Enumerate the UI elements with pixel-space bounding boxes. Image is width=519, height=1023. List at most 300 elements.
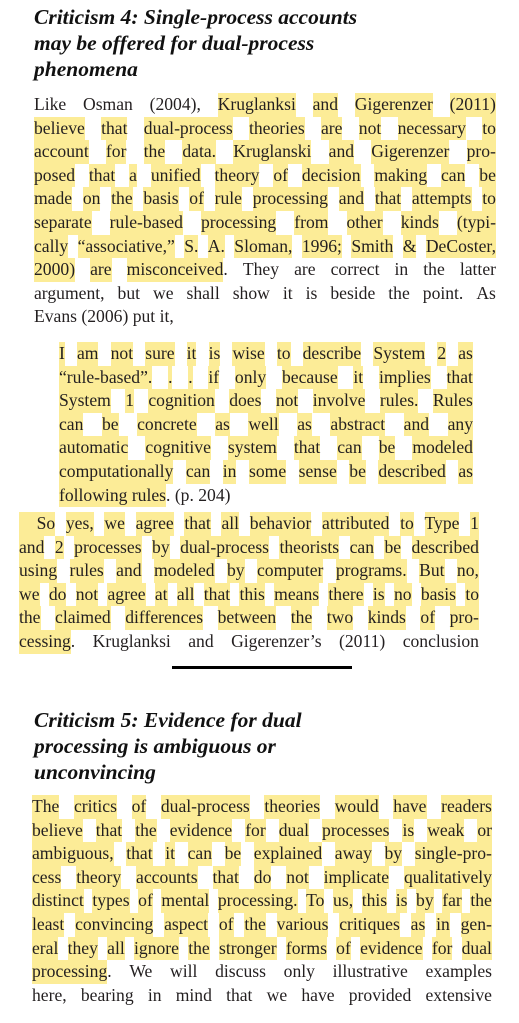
text-run: Gigerenzer’s xyxy=(231,631,322,651)
text-run: and xyxy=(188,631,214,651)
highlighted-text: to xyxy=(465,583,479,607)
highlighted-text: weak xyxy=(427,819,464,843)
highlighted-text: involve xyxy=(313,389,366,413)
highlighted-text: because xyxy=(282,366,338,390)
text-run: Evans (2006) put it, xyxy=(34,306,174,327)
highlighted-text: mental xyxy=(161,889,209,913)
highlighted-text: theory xyxy=(215,164,260,188)
highlighted-text: cognition xyxy=(148,389,214,413)
highlighted-text: processing xyxy=(32,960,107,984)
text-line xyxy=(34,258,496,282)
highlighted-text: described xyxy=(378,460,445,484)
highlighted-text: using xyxy=(19,559,57,583)
text-run: . xyxy=(223,259,228,280)
text-run: only xyxy=(283,961,315,982)
highlighted-text: it xyxy=(187,342,197,366)
highlighted-text: by xyxy=(385,842,403,866)
highlighted-text: To xyxy=(306,889,324,913)
text-run: that xyxy=(226,984,253,1005)
highlighted-text: not xyxy=(359,117,381,141)
text-run: conclusion xyxy=(402,631,479,651)
text-line xyxy=(34,93,496,117)
highlighted-text: that xyxy=(204,583,230,607)
heading-line: Criticism 5: Evidence for dual xyxy=(34,708,302,732)
highlighted-text: critics xyxy=(74,795,117,819)
highlighted-text: the xyxy=(188,937,210,961)
highlighted-text: . xyxy=(188,366,192,390)
highlighted-text: automatic xyxy=(59,436,128,460)
highlighted-text: as xyxy=(458,342,473,366)
highlighted-text: does xyxy=(229,389,261,413)
section-divider-rule xyxy=(172,666,352,669)
text-run: mind xyxy=(175,984,212,1005)
highlighted-text: the xyxy=(111,187,133,211)
highlighted-text: means xyxy=(274,583,319,607)
highlighted-text: between xyxy=(218,606,277,630)
highlighted-text: Gigerenzer xyxy=(371,140,449,164)
highlighted-text: as xyxy=(411,913,426,937)
highlighted-text: types xyxy=(92,889,129,913)
text-line xyxy=(32,984,492,1008)
highlighted-text: this xyxy=(239,583,264,607)
highlighted-text: well xyxy=(248,413,278,437)
highlighted-text: . xyxy=(168,366,172,390)
highlighted-text: critiques xyxy=(339,913,400,937)
highlighted-text: they xyxy=(68,937,98,961)
highlighted-text: theories xyxy=(249,117,305,141)
highlighted-text: programs. xyxy=(336,559,407,583)
highlighted-text: from xyxy=(294,211,328,235)
text-run: (2004), xyxy=(149,94,201,114)
highlighted-text: not xyxy=(111,342,133,366)
highlighted-text: cally xyxy=(34,235,68,259)
highlighted-text: ignore xyxy=(134,937,179,961)
text-line xyxy=(59,460,473,484)
highlighted-text: modeled xyxy=(412,436,473,460)
highlighted-text: system xyxy=(228,436,277,460)
text-run: will xyxy=(170,961,198,982)
highlighted-text: theory xyxy=(76,866,121,890)
highlighted-text: theorists xyxy=(279,536,339,560)
highlighted-text: dual-process xyxy=(161,795,250,819)
highlighted-text: stronger xyxy=(219,937,277,961)
text-run: is xyxy=(305,282,318,303)
highlighted-text: separate xyxy=(34,211,92,235)
highlighted-text: we xyxy=(19,583,40,607)
text-run: in xyxy=(394,259,409,280)
highlighted-text: is xyxy=(402,819,414,843)
highlighted-text: kinds xyxy=(401,211,439,235)
highlighted-text: that xyxy=(213,866,239,890)
highlighted-text: this xyxy=(362,889,387,913)
highlighted-text: single-pro- xyxy=(415,842,492,866)
highlighted-text: be xyxy=(225,842,242,866)
highlighted-text: that xyxy=(89,164,115,188)
highlighted-text: pro- xyxy=(450,606,479,630)
highlighted-text: account xyxy=(34,140,89,164)
text-run: it xyxy=(282,282,293,303)
highlighted-text: of xyxy=(132,795,147,819)
text-line xyxy=(32,819,492,843)
highlighted-text: and xyxy=(116,559,141,583)
highlighted-text: implies xyxy=(379,366,431,390)
text-line xyxy=(34,117,496,141)
highlighted-text: and xyxy=(313,93,338,117)
highlighted-text: evidence xyxy=(170,819,233,843)
highlighted-text: “rule-based” xyxy=(59,366,148,390)
highlighted-text: that xyxy=(184,512,210,536)
highlighted-text: eral xyxy=(32,937,58,961)
highlighted-text: agree xyxy=(136,512,174,536)
highlighted-text: aspect xyxy=(164,913,208,937)
highlighted-text: gen- xyxy=(461,913,492,937)
highlighted-text: making xyxy=(374,164,427,188)
highlighted-text: evidence xyxy=(360,937,423,961)
text-line xyxy=(32,842,492,866)
highlighted-text: the xyxy=(144,140,166,164)
highlighted-text: for xyxy=(432,937,453,961)
highlighted-text: kinds xyxy=(368,606,406,630)
highlighted-text: Type xyxy=(425,512,460,536)
highlighted-text: Kruglanski xyxy=(233,140,311,164)
highlighted-text: it xyxy=(165,842,175,866)
highlighted-text: abstract xyxy=(330,413,385,437)
highlighted-text: as xyxy=(297,413,312,437)
text-run: discuss xyxy=(215,961,266,982)
highlighted-text: & xyxy=(403,235,417,259)
highlighted-text: attempts xyxy=(412,187,472,211)
highlighted-text: Kruglanksi xyxy=(218,93,296,117)
highlighted-text: all xyxy=(177,583,195,607)
text-line xyxy=(34,305,496,329)
text-line xyxy=(19,606,479,630)
text-line xyxy=(19,536,479,560)
text-run: show xyxy=(232,282,270,303)
highlighted-text: But xyxy=(419,559,444,583)
highlighted-text: the xyxy=(19,606,41,630)
highlighted-text: are xyxy=(321,117,342,141)
text-run: beside xyxy=(330,282,376,303)
text-run xyxy=(59,366,152,390)
text-line xyxy=(34,235,496,259)
highlighted-text: that xyxy=(96,819,122,843)
highlighted-text: The xyxy=(32,795,59,819)
highlighted-text: 2000) xyxy=(34,258,75,282)
highlighted-text: rules. xyxy=(380,389,419,413)
highlighted-text: for xyxy=(106,140,127,164)
text-run: are xyxy=(294,259,316,280)
text-line xyxy=(59,389,473,413)
highlighted-text: of xyxy=(420,606,435,630)
highlighted-text: theories xyxy=(264,795,320,819)
highlighted-text: and xyxy=(404,413,429,437)
highlighted-text: not xyxy=(286,866,308,890)
highlighted-text: be xyxy=(349,460,366,484)
highlighted-text: can xyxy=(441,164,465,188)
highlighted-text: cessing xyxy=(19,630,71,654)
highlighted-text: all xyxy=(107,937,125,961)
highlighted-text: processing xyxy=(201,211,276,235)
highlighted-text: of xyxy=(219,913,234,937)
highlighted-text: various xyxy=(277,913,329,937)
highlighted-text: away xyxy=(335,842,372,866)
text-run xyxy=(188,366,192,390)
heading-line: processing is ambiguous or xyxy=(34,734,276,758)
text-run xyxy=(32,960,112,984)
highlighted-text: to xyxy=(400,512,414,536)
text-run: we xyxy=(266,984,288,1005)
text-line xyxy=(19,630,479,654)
highlighted-text: and xyxy=(339,187,364,211)
text-run: have xyxy=(301,984,335,1005)
highlighted-text: rules xyxy=(70,559,104,583)
highlighted-text: can xyxy=(188,842,212,866)
highlighted-text: be xyxy=(479,164,496,188)
highlighted-text: concrete xyxy=(137,413,197,437)
text-run: bearing xyxy=(80,984,134,1005)
text-run: . xyxy=(70,631,76,651)
text-run xyxy=(168,366,172,390)
highlighted-text: have xyxy=(393,795,426,819)
highlighted-text: modeled xyxy=(154,559,215,583)
text-run: Osman xyxy=(83,94,133,114)
text-line xyxy=(32,913,492,937)
highlighted-text: processing xyxy=(253,187,328,211)
highlighted-text: not xyxy=(276,389,298,413)
heading-line: may be offered for dual-process xyxy=(34,31,315,55)
highlighted-text: distinct xyxy=(32,889,84,913)
highlighted-text: (2011) xyxy=(450,93,496,117)
highlighted-text: believe xyxy=(32,819,83,843)
text-run: . (p. 204) xyxy=(166,484,231,505)
highlighted-text: in xyxy=(436,913,450,937)
highlighted-text: processes xyxy=(322,819,389,843)
highlighted-text: made xyxy=(34,187,72,211)
text-run xyxy=(19,630,75,654)
highlighted-text: rule xyxy=(215,187,242,211)
highlighted-text: least xyxy=(32,913,64,937)
highlighted-text: not xyxy=(76,583,98,607)
text-run: the xyxy=(388,282,410,303)
highlighted-text: forms xyxy=(286,937,327,961)
highlighted-text: claimed xyxy=(55,606,111,630)
highlighted-text: dual-process xyxy=(144,117,233,141)
highlighted-text: basis xyxy=(143,187,178,211)
text-run: . xyxy=(107,961,112,982)
highlighted-text: sense xyxy=(299,460,337,484)
highlighted-text: sure xyxy=(145,342,174,366)
highlighted-text: by xyxy=(416,889,434,913)
highlighted-text: describe xyxy=(303,342,362,366)
highlighted-text: processes xyxy=(74,536,141,560)
highlighted-text: is xyxy=(209,342,221,366)
highlighted-text: convincing xyxy=(75,913,153,937)
highlighted-text: can xyxy=(59,413,83,437)
highlighted-text: the xyxy=(470,889,492,913)
section-4-heading xyxy=(34,4,357,82)
highlighted-text: decision xyxy=(302,164,361,188)
highlighted-text: can xyxy=(186,460,210,484)
highlighted-text: do xyxy=(254,866,272,890)
highlighted-text: by xyxy=(152,536,170,560)
highlighted-text: in xyxy=(223,460,237,484)
highlighted-text: two xyxy=(327,606,353,630)
highlighted-text: it xyxy=(353,366,363,390)
highlighted-text: are xyxy=(90,258,111,282)
heading-line: Criticism 4: Single-process accounts xyxy=(34,5,358,29)
highlighted-text: 1 xyxy=(125,389,134,413)
highlighted-text: the xyxy=(291,606,313,630)
text-run: provided xyxy=(348,984,412,1005)
highlighted-text: of xyxy=(336,937,351,961)
highlighted-text: differences xyxy=(125,606,203,630)
text-run: examples xyxy=(425,961,492,982)
text-run: here, xyxy=(32,984,67,1005)
highlighted-text: I xyxy=(59,342,65,366)
highlighted-text: am xyxy=(77,342,99,366)
text-run: As xyxy=(476,282,496,303)
text-line xyxy=(32,960,492,984)
highlighted-text: cognitive xyxy=(145,436,210,460)
highlighted-text: there xyxy=(328,583,363,607)
highlighted-text: processing. xyxy=(218,889,298,913)
highlighted-text: Rules xyxy=(433,389,473,413)
highlighted-text: that xyxy=(375,187,401,211)
highlighted-text: if xyxy=(208,366,219,390)
highlighted-text: A. xyxy=(208,235,225,259)
highlighted-text: data. xyxy=(182,140,216,164)
highlighted-text: to xyxy=(277,342,291,366)
highlighted-text: necessary xyxy=(398,117,466,141)
highlighted-text: at xyxy=(155,583,168,607)
highlighted-text: that xyxy=(294,436,320,460)
highlighted-text: that xyxy=(447,366,473,390)
highlighted-text: other xyxy=(347,211,383,235)
highlighted-text: qualitatively xyxy=(404,866,492,890)
highlighted-text: and xyxy=(329,140,354,164)
highlighted-text: following rules xyxy=(59,484,166,508)
highlighted-text: by xyxy=(227,559,245,583)
text-line xyxy=(19,512,479,536)
highlighted-text: 2 xyxy=(55,536,64,560)
highlighted-text: be xyxy=(102,413,119,437)
highlighted-text: cess xyxy=(32,866,61,890)
text-run: the xyxy=(423,259,445,280)
highlighted-text: any xyxy=(448,413,473,437)
highlighted-text: So xyxy=(19,512,55,536)
highlighted-text: is xyxy=(373,583,385,607)
highlighted-text: explained xyxy=(254,842,322,866)
text-line xyxy=(32,937,492,961)
highlighted-text: to xyxy=(482,187,496,211)
heading-line: unconvincing xyxy=(34,760,156,784)
text-run: argument, xyxy=(34,282,105,303)
highlighted-text: 2 xyxy=(437,342,446,366)
highlighted-text: readers xyxy=(441,795,492,819)
highlighted-text: to xyxy=(482,117,496,141)
highlighted-text: basis xyxy=(421,583,456,607)
highlighted-text: of xyxy=(189,187,204,211)
highlighted-text: Sloman, xyxy=(234,235,292,259)
highlighted-text: computationally xyxy=(59,460,173,484)
highlighted-text: pro- xyxy=(467,140,496,164)
highlighted-text: System xyxy=(59,389,111,413)
highlighted-text: computer xyxy=(257,559,323,583)
highlighted-text: wise xyxy=(232,342,264,366)
highlighted-text: unified xyxy=(151,164,201,188)
highlighted-text: 1 xyxy=(470,512,479,536)
highlighted-text: no xyxy=(394,583,412,607)
highlighted-text: us, xyxy=(333,889,353,913)
highlighted-text: yes, xyxy=(66,512,94,536)
highlighted-text: that xyxy=(101,117,127,141)
text-run: but xyxy=(117,282,140,303)
text-line xyxy=(32,889,492,913)
highlighted-text: posed xyxy=(34,164,75,188)
highlighted-text: only xyxy=(235,366,266,390)
highlighted-text: on xyxy=(83,187,101,211)
highlighted-text: the xyxy=(135,819,157,843)
text-line xyxy=(59,436,473,460)
highlighted-text: of xyxy=(138,889,153,913)
highlighted-text: would xyxy=(335,795,379,819)
text-line xyxy=(59,413,473,437)
text-line xyxy=(32,866,492,890)
text-run: we xyxy=(152,282,174,303)
text-line xyxy=(59,342,473,366)
text-line xyxy=(34,282,496,306)
highlighted-text: believe xyxy=(34,117,85,141)
highlighted-text: implicate xyxy=(324,866,389,890)
text-run xyxy=(127,258,228,282)
highlighted-text: ambiguous, xyxy=(32,842,114,866)
highlighted-text: all xyxy=(221,512,239,536)
highlighted-text: System xyxy=(373,342,425,366)
highlighted-text: behavior xyxy=(250,512,312,536)
text-run: We xyxy=(129,961,153,982)
text-run: illustrative xyxy=(332,961,408,982)
text-line xyxy=(34,140,496,164)
highlighted-text: and xyxy=(19,536,44,560)
highlighted-text: attributed xyxy=(322,512,389,536)
highlighted-text: do xyxy=(49,583,67,607)
highlighted-text: we xyxy=(104,512,125,536)
highlighted-text: some xyxy=(249,460,286,484)
highlighted-text: be xyxy=(384,536,401,560)
text-line xyxy=(34,211,496,235)
highlighted-text: far xyxy=(442,889,462,913)
text-line xyxy=(34,164,496,188)
text-line xyxy=(59,484,473,508)
highlighted-text: of xyxy=(273,164,288,188)
highlighted-text: dual xyxy=(462,937,492,961)
highlighted-text: misconceived xyxy=(127,258,224,282)
highlighted-text: rule-based xyxy=(110,211,183,235)
highlighted-text: . xyxy=(148,366,152,390)
highlighted-text: 1996; xyxy=(302,235,342,259)
highlighted-text: as xyxy=(215,413,230,437)
highlighted-text: agree xyxy=(107,583,145,607)
text-line xyxy=(19,559,479,583)
text-run: in xyxy=(147,984,162,1005)
text-run: They xyxy=(242,259,280,280)
highlighted-text: for xyxy=(245,819,266,843)
highlighted-text: is xyxy=(396,889,408,913)
highlighted-text: or xyxy=(477,819,492,843)
highlighted-text: described xyxy=(412,536,479,560)
highlighted-text: Smith xyxy=(351,235,393,259)
highlighted-text: no, xyxy=(457,559,479,583)
